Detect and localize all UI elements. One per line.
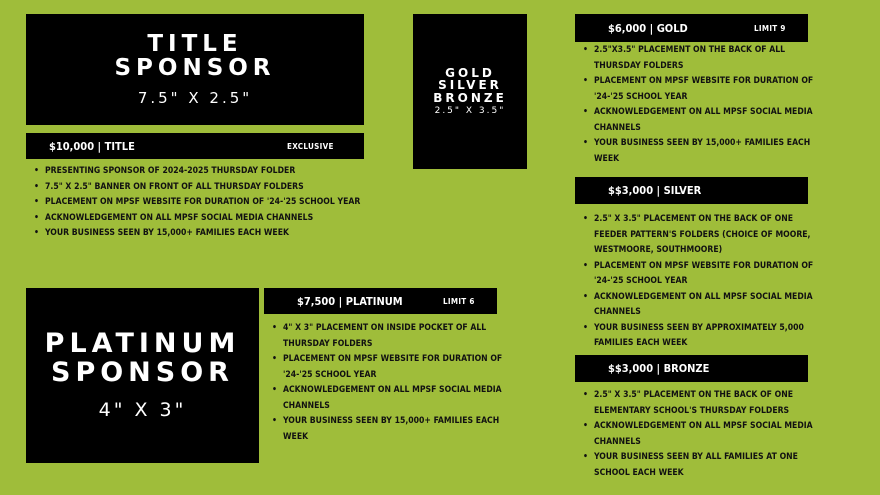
platinum-sponsor-card bbox=[26, 288, 259, 463]
bronze-tier-header bbox=[575, 355, 808, 382]
platinum-sponsor-line2: SPONSOR bbox=[51, 356, 234, 388]
list-item: • 7.5" X 2.5" BANNER ON FRONT OF ALL THURSDAY FOLDERS bbox=[45, 180, 390, 196]
list-item: • PLACEMENT ON MPSF WEBSITE FOR DURATION OF '24-'25 SCHOOL YEAR bbox=[594, 259, 829, 290]
title-sponsor-card bbox=[26, 14, 364, 125]
platinum-sponsor-line1: PLATINUM bbox=[44, 328, 241, 360]
list-item: • ACKNOWLEDGEMENT ON ALL MPSF SOCIAL MEDIA CHANNELS bbox=[594, 419, 829, 450]
list-item: • 2.5"X3.5" PLACEMENT ON THE BACK OF ALL THURSDAY FOLDERS bbox=[594, 43, 829, 74]
list-item: • YOUR BUSINESS SEEN BY 15,000+ FAMILIES EACH WEEK bbox=[283, 414, 511, 445]
title-sponsor-line2: SPONSOR bbox=[114, 55, 276, 81]
list-item: • PLACEMENT ON MPSF WEBSITE FOR DURATION OF '24-'25 SCHOOL YEAR bbox=[45, 195, 390, 211]
list-item: • PRESENTING SPONSOR OF 2024-2025 THURSDAY FOLDER bbox=[45, 164, 390, 180]
gold-tier-header bbox=[575, 14, 808, 42]
title-sponsor-size: 7.5" X 2.5" bbox=[137, 89, 253, 108]
platinum-sponsor-size: 4" X 3" bbox=[98, 398, 187, 421]
silver-tier-benefits bbox=[583, 212, 829, 352]
bronze-tier-price: $$3,000 | BRONZE bbox=[608, 362, 710, 375]
bronze-tier-benefits bbox=[583, 388, 829, 481]
silver-tier-header bbox=[575, 177, 808, 204]
title-tier-header bbox=[26, 133, 364, 159]
list-item: • ACKNOWLEDGEMENT ON ALL MPSF SOCIAL MEDIA CHANNELS bbox=[594, 290, 829, 321]
list-item: • YOUR BUSINESS SEEN BY ALL FAMILIES AT ONE SCHOOL EACH WEEK bbox=[594, 450, 829, 481]
platinum-tier-tag: LIMIT 6 bbox=[443, 296, 475, 306]
platinum-tier-benefits bbox=[272, 321, 511, 445]
platinum-tier-price: $7,500 | PLATINUM bbox=[297, 294, 403, 308]
title-tier-price: $10,000 | TITLE bbox=[49, 139, 135, 153]
list-item: • ACKNOWLEDGEMENT ON ALL MPSF SOCIAL MEDIA CHANNELS bbox=[45, 211, 390, 227]
gold-tier-tag: LIMIT 9 bbox=[754, 23, 786, 33]
list-item: • ACKNOWLEDGEMENT ON ALL MPSF SOCIAL MEDIA CHANNELS bbox=[283, 383, 511, 414]
list-item: • YOUR BUSINESS SEEN BY 15,000+ FAMILIES EACH WEEK bbox=[594, 136, 829, 167]
list-item: • YOUR BUSINESS SEEN BY APPROXIMATELY 5,000 FAMILIES EACH WEEK bbox=[594, 321, 829, 352]
tier-sample-card bbox=[413, 14, 527, 169]
tier-sample-bronze: BRONZE bbox=[433, 90, 507, 105]
gold-tier-price: $6,000 | GOLD bbox=[608, 21, 688, 35]
gold-tier-benefits bbox=[583, 43, 829, 167]
silver-tier-price: $$3,000 | SILVER bbox=[608, 184, 702, 197]
tier-sample-size: 2.5" X 3.5" bbox=[434, 106, 506, 117]
tier-sample-gold: GOLD bbox=[445, 65, 495, 80]
list-item: • 2.5" X 3.5" PLACEMENT ON THE BACK OF ONE ELEMENTARY SCHOOL'S THURSDAY FOLDERS bbox=[594, 388, 829, 419]
list-item: • YOUR BUSINESS SEEN BY 15,000+ FAMILIES EACH WEEK bbox=[45, 226, 390, 242]
title-tier-benefits bbox=[34, 164, 390, 242]
list-item: • PLACEMENT ON MPSF WEBSITE FOR DURATION OF '24-'25 SCHOOL YEAR bbox=[594, 74, 829, 105]
title-tier-tag: EXCLUSIVE bbox=[287, 141, 334, 151]
list-item: • ACKNOWLEDGEMENT ON ALL MPSF SOCIAL MEDIA CHANNELS bbox=[594, 105, 829, 136]
list-item: • 2.5" X 3.5" PLACEMENT ON THE BACK OF ONE FEEDER PATTERN'S FOLDERS (CHOICE OF MOORE, WESTMOORE, SOUTHMOORE) bbox=[594, 212, 829, 259]
list-item: • PLACEMENT ON MPSF WEBSITE FOR DURATION OF '24-'25 SCHOOL YEAR bbox=[283, 352, 511, 383]
list-item: • 4" X 3" PLACEMENT ON INSIDE POCKET OF ALL THURSDAY FOLDERS bbox=[283, 321, 511, 352]
title-sponsor-line1: TITLE bbox=[147, 30, 243, 57]
tier-sample-silver: SILVER bbox=[438, 78, 502, 93]
platinum-tier-header bbox=[264, 288, 497, 314]
